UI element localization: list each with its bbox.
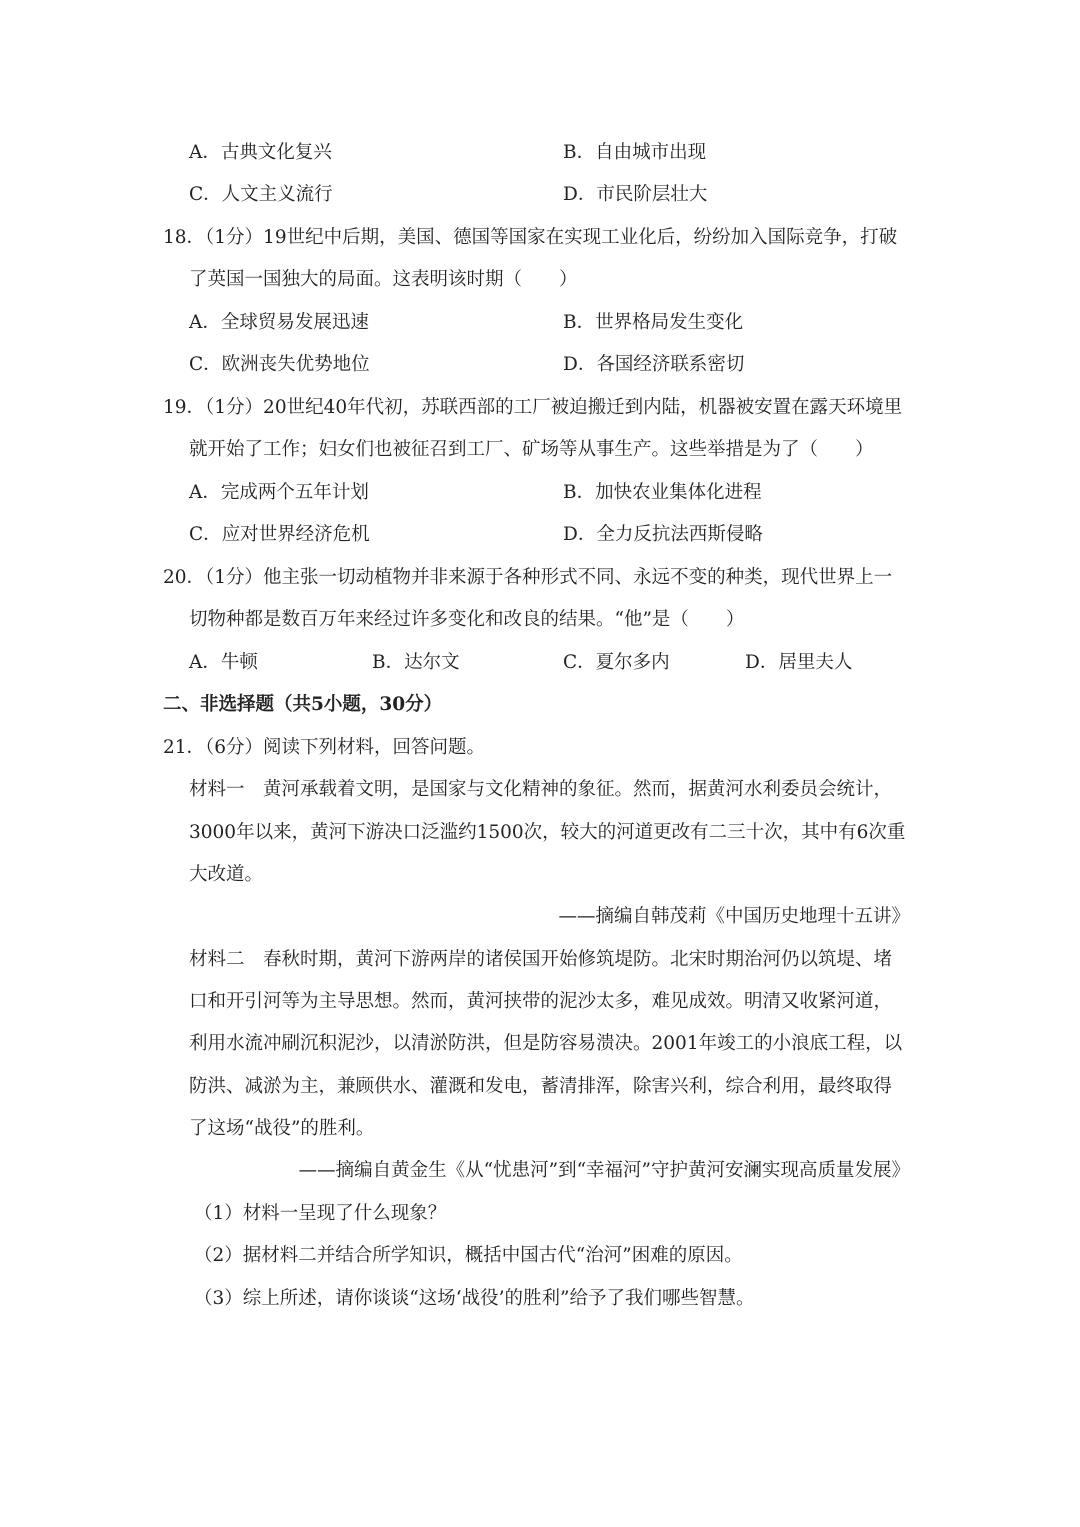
q17-option-a: A．古典文化复兴 [189, 142, 332, 163]
section2-heading: 二、非选择题（共5小题，30分） [163, 694, 443, 715]
q18-option-a: A．全球贸易发展迅速 [189, 312, 369, 333]
q21-material2-line3: 利用水流冲刷沉积泥沙，以清淤防洪，但是防容易溃决。2001年竣工的小浪底工程，以 [189, 1033, 903, 1054]
q18-option-d: D．各国经济联系密切 [563, 354, 745, 375]
q21-material1-line2: 3000年以来，黄河下游决口泛滥约1500次，较大的河道更改有二三十次，其中有6次重 [189, 822, 906, 843]
q20-stem-line2: 切物种都是数百万年来经过许多变化和改良的结果。“他”是（ ） [189, 609, 745, 630]
q21-material2-line4: 防洪、减淤为主，兼顾供水、灌溉和发电，蓄清排浑，除害兴利，综合利用，最终取得 [189, 1076, 893, 1097]
q21-material2-source: ——摘编自黄金生《从“忧患河”到“幸福河”守护黄河安澜实现高质量发展》 [298, 1160, 910, 1181]
q18-option-b: B．世界格局发生变化 [563, 312, 744, 333]
q19-option-a: A．完成两个五年计划 [189, 482, 369, 503]
q21-material2-line2: 口和开引河等为主导思想。然而，黄河挟带的泥沙太多，难见成效。明清又收紧河道， [189, 991, 893, 1012]
q21-material2-line5: 了这场“战役”的胜利。 [189, 1118, 375, 1139]
q20-option-c: C．夏尔多内 [563, 652, 670, 673]
q19-option-b: B．加快农业集体化进程 [563, 482, 762, 503]
q21-stem: 21．（6分）阅读下列材料，回答问题。 [163, 737, 486, 758]
q17-option-d: D．市民阶层壮大 [563, 184, 708, 205]
q21-sub3: （3）综上所述，请你谈谈“这场‘战役’的胜利”给予了我们哪些智慧。 [194, 1288, 755, 1309]
q18-stem-line1: 18．（1分）19世纪中后期，美国、德国等国家在实现工业化后，纷纷加入国际竞争，打破 [163, 227, 898, 248]
q19-option-d: D．全力反抗法西斯侵略 [563, 524, 763, 545]
q21-material1-line3: 大改道。 [189, 864, 264, 885]
q21-material2-line1: 材料二 春秋时期，黄河下游两岸的诸侯国开始修筑堤防。北宋时期治河仍以筑堤、堵 [189, 949, 893, 970]
q20-option-d: D．居里夫人 [745, 652, 853, 673]
q18-option-c: C．欧洲丧失优势地位 [189, 354, 370, 375]
q17-option-b: B．自由城市出现 [563, 142, 707, 163]
q21-sub2: （2）据材料二并结合所学知识，概括中国古代“治河”困难的原因。 [194, 1245, 743, 1266]
q20-option-b: B．达尔文 [372, 652, 460, 673]
q19-stem-line2: 就开始了工作；妇女们也被征召到工厂、矿场等从事生产。这些举措是为了（ ） [189, 439, 874, 460]
q19-stem-line1: 19．（1分）20世纪40年代初，苏联西部的工厂被迫搬迁到内陆，机器被安置在露天环境里 [163, 397, 903, 418]
q21-material1-line1: 材料一 黄河承载着文明，是国家与文化精神的象征。然而，据黄河水利委员会统计， [189, 779, 893, 800]
q19-option-c: C．应对世界经济危机 [189, 524, 370, 545]
q17-option-c: C．人文主义流行 [189, 184, 333, 205]
q20-stem-line1: 20．（1分）他主张一切动植物并非来源于各种形式不同、永远不变的种类，现代世界上一 [163, 567, 893, 588]
q21-sub1: （1）材料一呈现了什么现象？ [194, 1203, 447, 1224]
q20-option-a: A．牛顿 [189, 652, 258, 673]
q21-material1-source: ——摘编自韩茂莉《中国历史地理十五讲》 [558, 906, 910, 927]
q18-stem-line2: 了英国一国独大的局面。这表明该时期（ ） [189, 269, 578, 290]
